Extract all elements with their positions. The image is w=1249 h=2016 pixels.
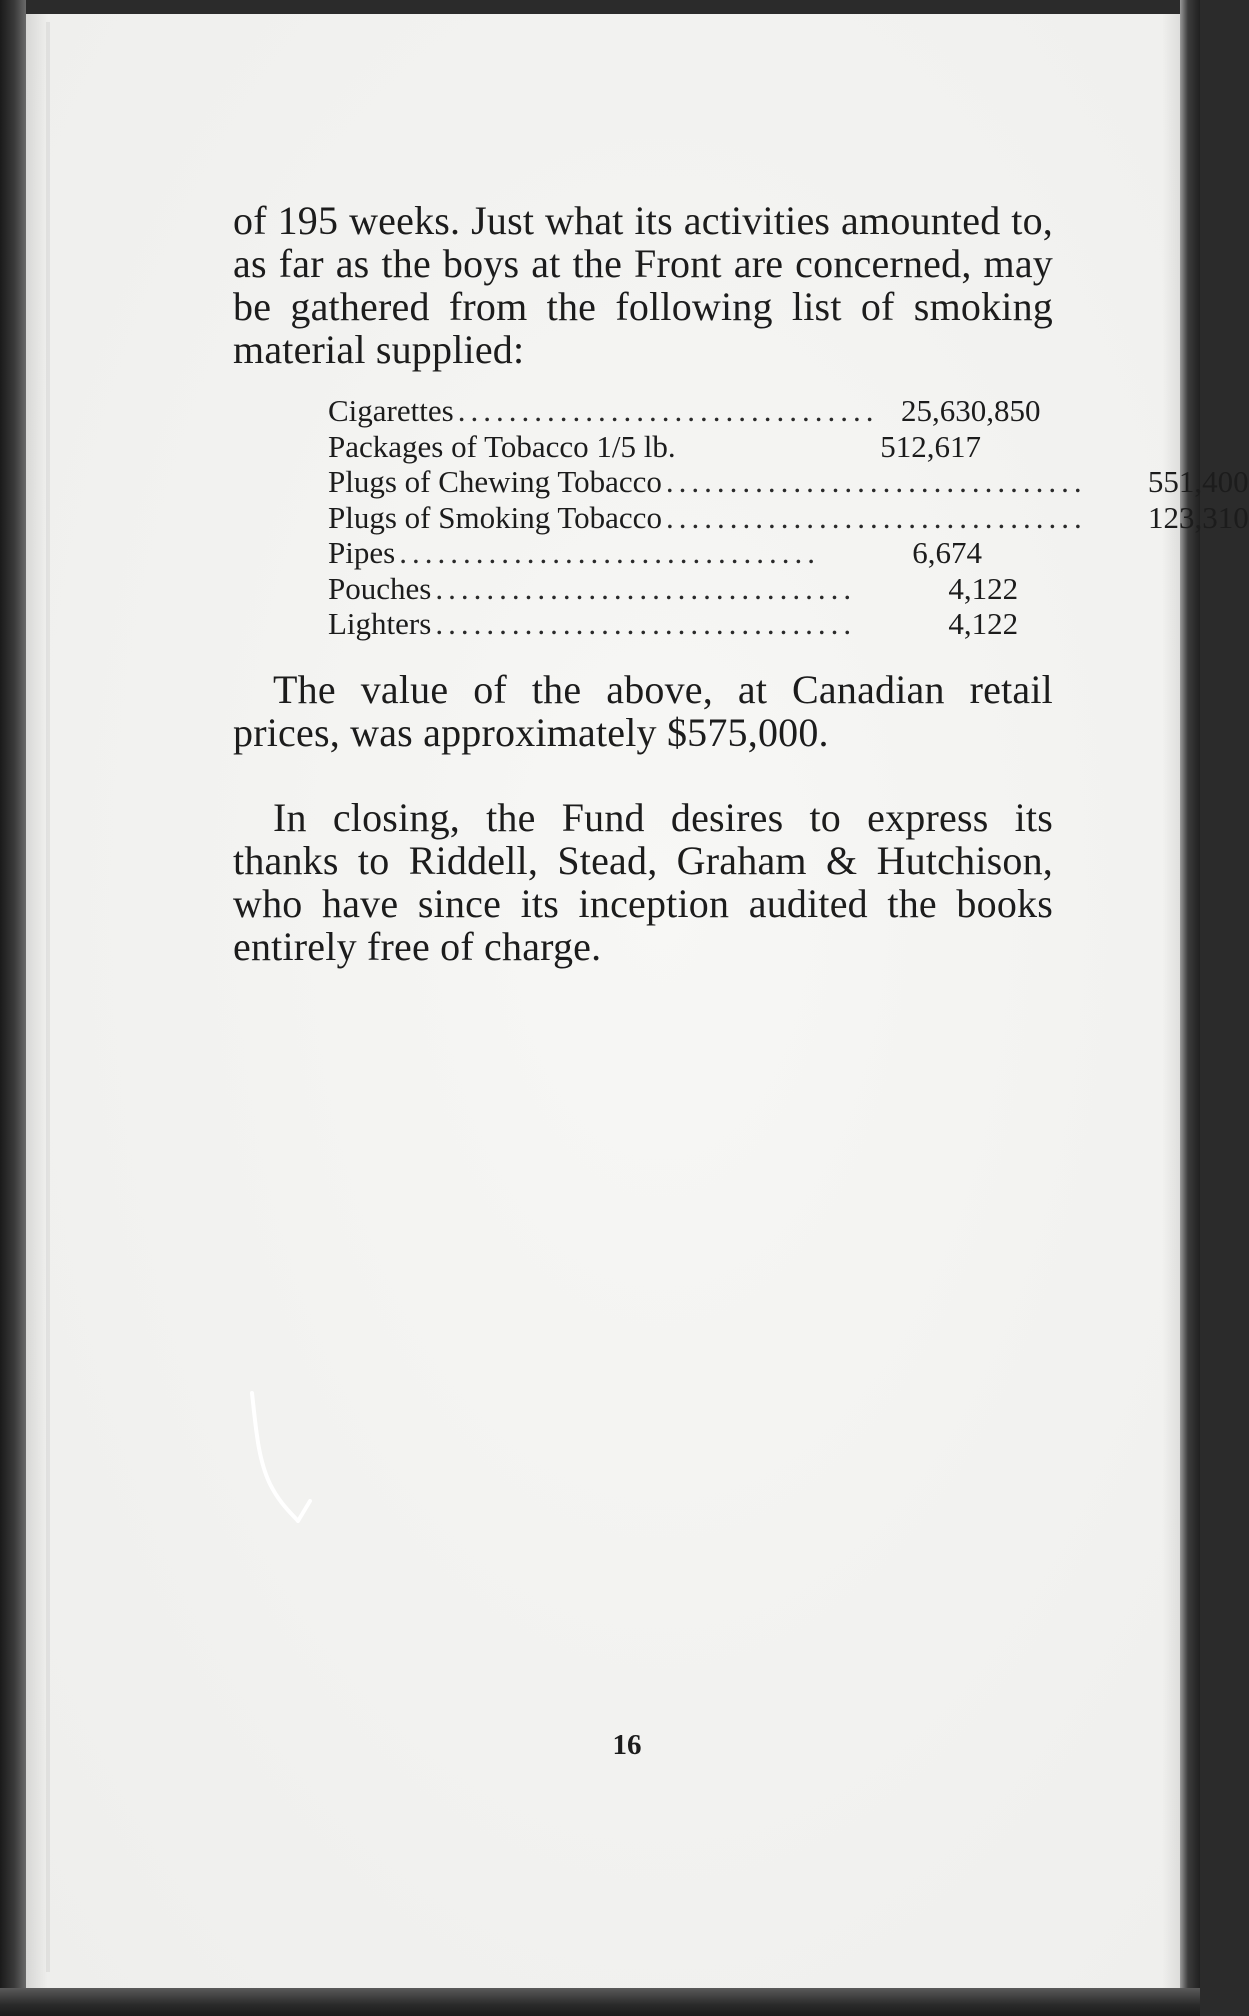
item-label: Cigarettes bbox=[328, 393, 454, 428]
smoking-material-list bbox=[328, 393, 1249, 642]
binding-edge bbox=[0, 0, 26, 2016]
item-quantity: 123,310 bbox=[1147, 499, 1249, 535]
item-quantity: 6,674 bbox=[912, 535, 982, 570]
item-label: Lighters bbox=[328, 606, 432, 641]
leader-dots: ................................. bbox=[457, 393, 879, 428]
leader-dots: ................................. bbox=[665, 464, 1087, 499]
list-item bbox=[328, 570, 1019, 607]
item-label: Plugs of Smoking Tobacco bbox=[328, 499, 662, 535]
bottom-edge bbox=[0, 1988, 1200, 2016]
page-body bbox=[233, 198, 1249, 969]
leader-dots: ................................. bbox=[435, 606, 857, 641]
pencil-mark bbox=[248, 1389, 318, 1539]
item-quantity: 25,630,850 bbox=[900, 393, 1041, 428]
list-item bbox=[328, 393, 1041, 429]
paragraph-value: The value of the above, at Canadian retail prices, was approximately $575,000. bbox=[233, 666, 1053, 755]
item-label: Plugs of Chewing Tobacco bbox=[328, 464, 662, 499]
item-quantity: 512,617 bbox=[880, 428, 981, 464]
item-quantity: 551,400 bbox=[1147, 464, 1249, 499]
paragraph-closing: In closing, the Fund desires to express its thanks to Riddell, Stead, Graham & Hutchison, who have since its inception audited the books entirely free of charge. bbox=[233, 794, 1053, 969]
list-item bbox=[328, 464, 1249, 500]
list-item bbox=[328, 499, 1249, 536]
gutter-shadow bbox=[46, 22, 50, 1972]
leader-dots: ................................. bbox=[435, 570, 857, 606]
leader-dots: ................................. bbox=[665, 499, 1087, 535]
list-item bbox=[328, 429, 981, 465]
item-label: Pipes bbox=[328, 535, 396, 570]
paragraph-weeks: of 195 weeks. Just what its activities amounted to, as far as the boys at the Front are concerned, may be gathered from the following list of smoking material supplied: bbox=[233, 198, 1053, 372]
list-item bbox=[328, 606, 1019, 642]
item-label: Pouches bbox=[328, 570, 432, 606]
book-page bbox=[26, 14, 1249, 1988]
item-quantity: 4,122 bbox=[948, 606, 1019, 641]
page-number: 16 bbox=[612, 1729, 642, 1761]
list-item bbox=[328, 535, 981, 571]
leader-dots: ................................. bbox=[399, 535, 820, 570]
right-page-edge bbox=[1180, 0, 1200, 2016]
item-label: Packages of Tobacco 1/5 lb. bbox=[328, 428, 676, 464]
item-quantity: 4,122 bbox=[948, 570, 1019, 606]
